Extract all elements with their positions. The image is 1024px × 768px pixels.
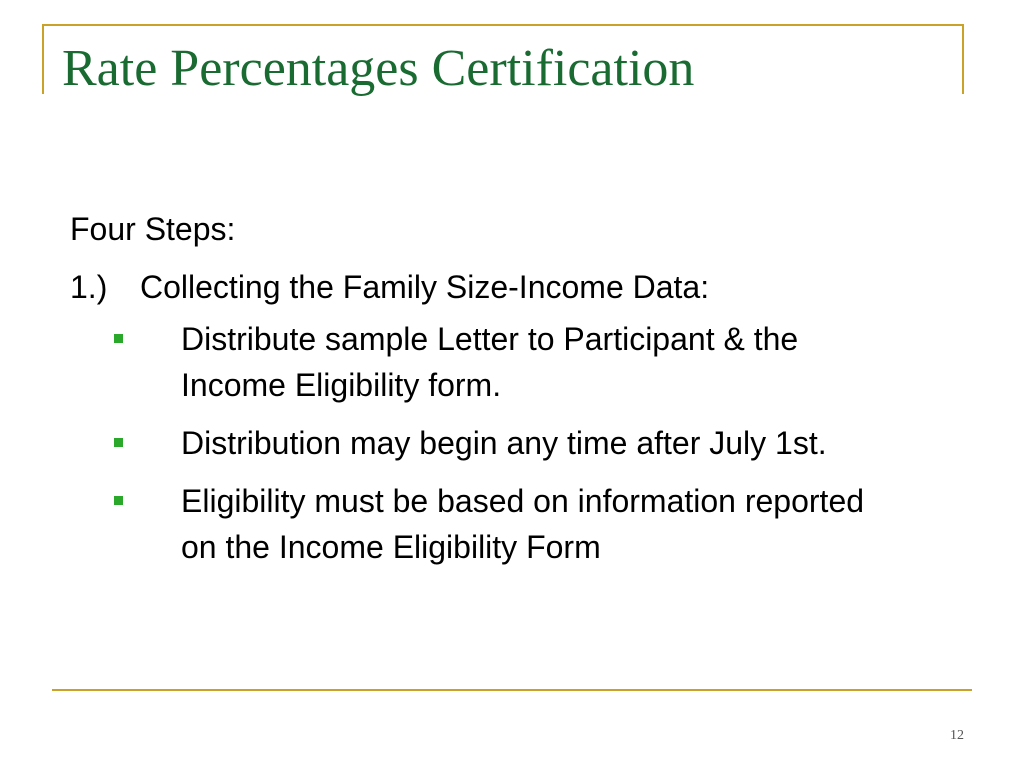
slide-body xyxy=(70,206,970,582)
square-bullet-icon xyxy=(114,334,123,343)
square-bullet-icon xyxy=(114,496,123,505)
bullet-text: Eligibility must be based on information reported on the Income Eligibility Form xyxy=(181,483,865,565)
slide-title: Rate Percentages Certification xyxy=(62,40,695,97)
frame-right-line xyxy=(962,24,964,94)
bullet-list xyxy=(70,316,970,570)
bullet-item xyxy=(70,478,871,570)
step-text: Collecting the Family Size-Income Data: xyxy=(140,269,710,305)
frame-top-line xyxy=(42,24,964,26)
intro-text: Four Steps: xyxy=(70,211,236,247)
page-number: 12 xyxy=(950,728,964,743)
footer-divider xyxy=(52,689,972,691)
bullet-text: Distribution may begin any time after July 1st. xyxy=(181,425,827,461)
bullet-item xyxy=(70,316,871,408)
bullet-text: Distribute sample Letter to Participant & the Income Eligibility form. xyxy=(181,321,799,403)
step-item xyxy=(70,264,970,310)
step-number: 1.) xyxy=(70,269,108,305)
square-bullet-icon xyxy=(114,438,123,447)
frame-left-line xyxy=(42,24,44,94)
bullet-item xyxy=(70,420,871,466)
